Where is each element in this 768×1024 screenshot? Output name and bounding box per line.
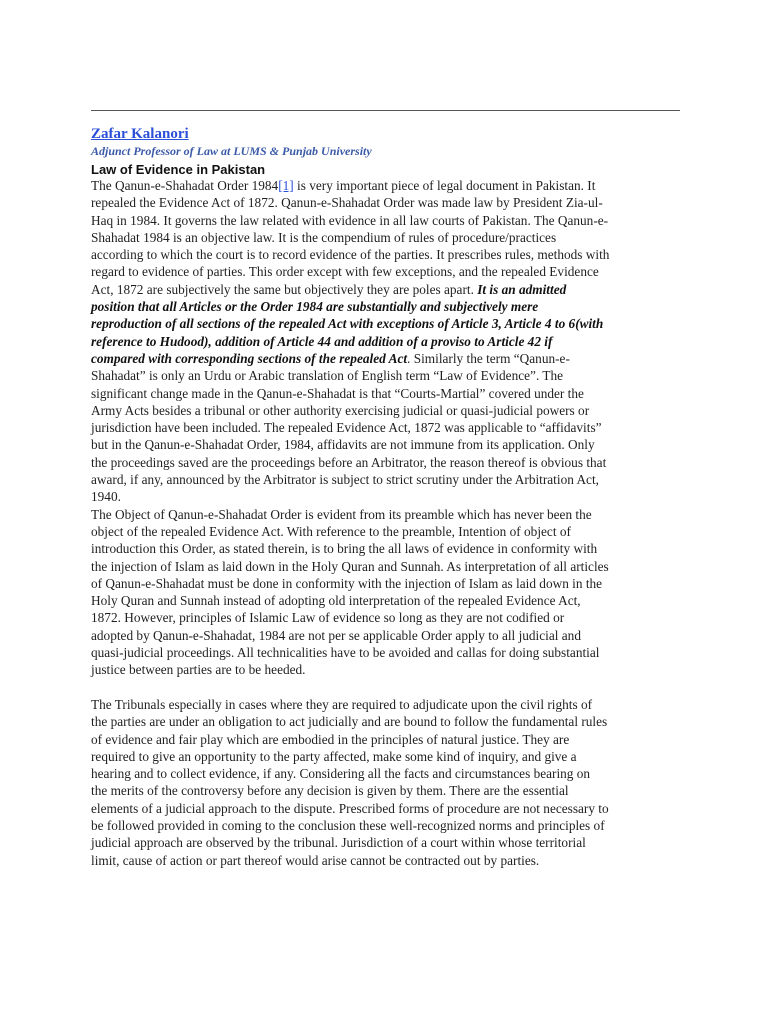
article-body [91, 177, 680, 869]
text-line: Army Acts besides a tribunal or other authority exercising judicial or quasi-judicial powers or [91, 402, 590, 418]
footnote-reference-link[interactable]: [1] [278, 178, 294, 193]
text-line: the merits of the controversy before any decision is given by them. There are the essential [91, 783, 569, 799]
emphasis-text: It is an admitted [477, 281, 567, 297]
text-line: object of the repealed Evidence Act. With reference to the preamble, Intention of object of [91, 523, 571, 539]
text-line: compared with corresponding sections of the repealed Act. Similarly the term “Qanun-e- [91, 350, 570, 366]
text-line: Act, 1872 are subjectively the same but objectively they are poles apart. It is an admitted [91, 281, 567, 297]
text-line: The Qanun-e-Shahadat Order 1984[1] is very important piece of legal document in Pakistan. It [91, 178, 596, 193]
text-line: adopted by Qanun-e-Shahadat, 1984 are not per se applicable Order apply to all judicial and [91, 627, 581, 643]
paragraph-2 [91, 506, 680, 679]
text-line: of evidence and fair play which are embodied in the principles of natural justice. They are [91, 731, 570, 747]
text-line: required to give an opportunity to the party affected, make some kind of inquiry, and give a [91, 748, 577, 764]
text-line: justice between parties are to be heeded. [91, 662, 306, 678]
author-name-link[interactable]: Zafar Kalanori [91, 126, 189, 142]
text-line: hearing and to collect evidence, if any. Considering all the facts and circumstances bearing on [91, 766, 591, 782]
text-line: repealed the Evidence Act of 1872. Qanun-e-Shahadat Order was made law by President Zia-ul- [91, 195, 603, 211]
text-line: elements of a judicial approach to the dispute. Prescribed forms of procedure are not necessary to [91, 800, 609, 816]
text-line: the proceedings saved are the proceedings before an Arbitrator, the reason thereof is obvious that [91, 454, 607, 470]
paragraph-spacer [91, 679, 680, 696]
text-line: according to which the court is to record evidence of the parties. It prescribes rules, methods with [91, 247, 610, 263]
emphasis-line: position that all Articles or the Order 1984 are substantially and subjectively mere [91, 299, 539, 315]
text-line: award, if any, announced by the Arbitrator is subject to strict scrutiny under the Arbitration Act, [91, 472, 599, 488]
emphasis-line: reference to Hudood), addition of Article 44 and addition of a proviso to Article 42 if [91, 333, 553, 349]
author-affiliation: Adjunct Professor of Law at LUMS & Punjab University [91, 144, 372, 158]
text-line: introduction this Order, as stated therein, is to bring the all laws of evidence in conformity with [91, 541, 598, 557]
text-line: jurisdiction have been included. The repealed Evidence Act, 1872 was applicable to “affidavits” [91, 420, 602, 436]
text-line: Haq in 1984. It governs the law related with evidence in all law courts of Pakistan. The Qanun-e- [91, 212, 609, 228]
paragraph-1 [91, 177, 680, 506]
text-line: significant change made in the Qanun-e-Shahadat is that “Courts-Martial” covered under the [91, 385, 584, 401]
text-line: the injection of Islam as laid down in the Holy Quran and Sunnah. As interpretation of all articles [91, 558, 609, 574]
text-line: but in the Qanun-e-Shahadat Order, 1984, affidavits are not immune from its application. Only [91, 437, 595, 453]
text-line: limit, cause of action or part thereof would arise cannot be contracted out by parties. [91, 852, 540, 868]
emphasis-text: compared with corresponding sections of the repealed Act [91, 350, 408, 366]
text-line: Holy Quran and Sunnah instead of adopting old interpretation of the repealed Evidence Act, [91, 593, 581, 609]
text-line: The Tribunals especially in cases where they are required to adjudicate upon the civil rights of [91, 696, 593, 712]
horizontal-rule [91, 110, 680, 111]
text-line: Shahadat” is only an Urdu or Arabic translation of English term “Law of Evidence”. The [91, 368, 564, 384]
paragraph-3 [91, 696, 680, 869]
document-title: Law of Evidence in Pakistan [91, 162, 266, 177]
text-line: regard to evidence of parties. This order except with few exceptions, and the repealed Evidence [91, 264, 599, 280]
text-line: 1872. However, principles of Islamic Law of evidence so long as they are not codified or [91, 610, 565, 626]
text-line: The Object of Qanun-e-Shahadat Order is evident from its preamble which has never been the [91, 506, 592, 522]
text-line: the parties are under an obligation to act judicially and are bound to follow the fundamental rules [91, 714, 608, 730]
text-line: 1940. [91, 489, 121, 505]
text-line: Shahadat 1984 is an objective law. It is the compendium of rules of procedure/practices [91, 229, 557, 245]
emphasis-line: reproduction of all sections of the repealed Act with exceptions of Article 3, Article 4 to 6(with [91, 316, 604, 332]
text-line: judicial approach are observed by the tribunal. Jurisdiction of a court within whose territorial [91, 835, 586, 851]
text-line: quasi-judicial proceedings. All technicalities have to be avoided and callas for doing substantial [91, 645, 600, 661]
text-line: be followed provided in coming to the conclusion these well-recognized norms and principles of [91, 817, 605, 833]
text-line: of Qanun-e-Shahadat must be done in conformity with the injection of Islam as laid down in the [91, 575, 603, 591]
